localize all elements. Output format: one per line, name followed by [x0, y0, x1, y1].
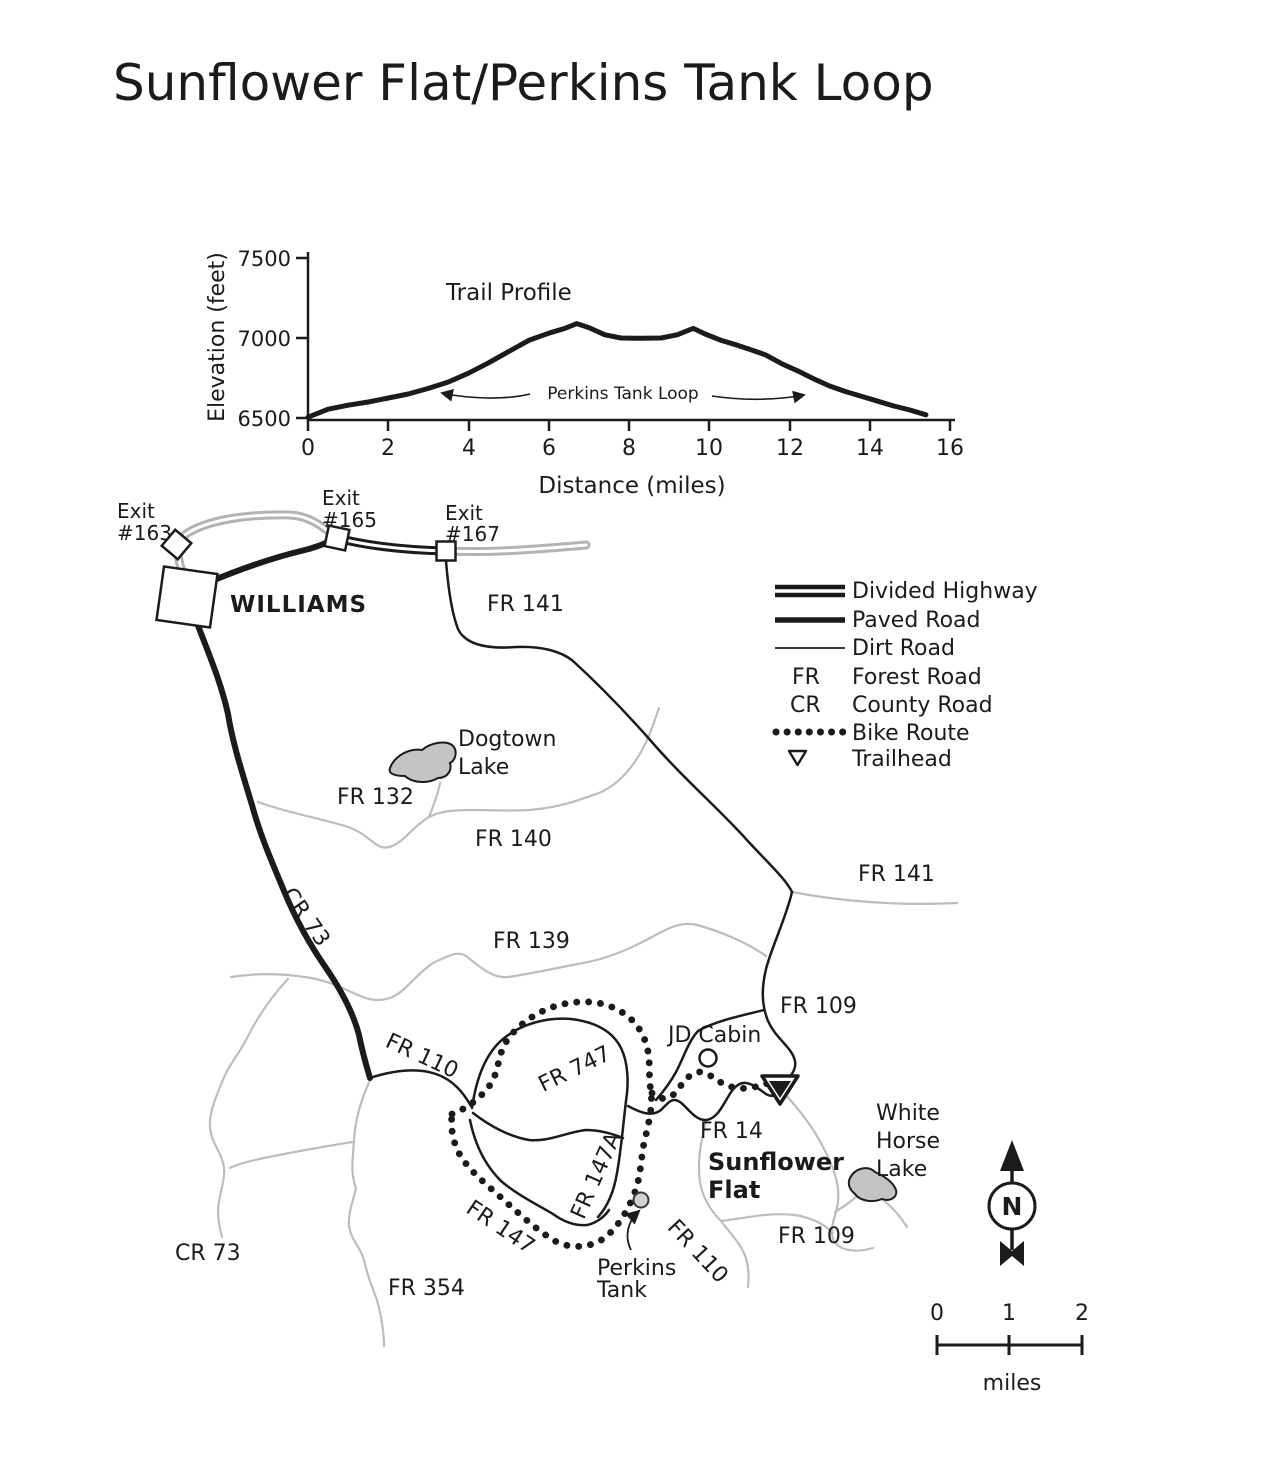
fr139-label: FR 139 — [493, 929, 570, 954]
scale-unit-label: miles — [982, 1371, 1042, 1396]
exit-163-label-line1: Exit — [117, 499, 155, 523]
cr73-paved-road — [197, 623, 370, 1078]
x-tick-label-14: 14 — [856, 436, 884, 461]
white-horse-lake-se-road — [879, 1197, 907, 1227]
scale-label-1: 1 — [1002, 1301, 1016, 1326]
jd-cabin-label: JD Cabin — [668, 1023, 762, 1048]
x-tick-label-6: 6 — [542, 436, 556, 461]
williams-access-road — [207, 539, 335, 583]
exit-167-label-line2: #167 — [445, 522, 500, 546]
y-tick-label-7000: 7000 — [237, 327, 291, 351]
cr73-south-road — [210, 979, 288, 1237]
scale-bar — [930, 1301, 1089, 1396]
sunflower-flat-label-line2: Flat — [708, 1176, 761, 1204]
forest-road-symbol: FR — [792, 665, 820, 690]
white-horse-lake-label-line1: White — [876, 1101, 940, 1126]
chart-title: Trail Profile — [446, 280, 572, 306]
x-tick-label-4: 4 — [462, 436, 476, 461]
map-labels — [117, 486, 940, 1303]
fr141-north-label: FR 141 — [487, 592, 564, 617]
perkins-tank-label-line2: Tank — [597, 1278, 647, 1303]
fr140-label: FR 140 — [475, 827, 552, 852]
profile-annotation: Perkins Tank Loop — [547, 384, 699, 404]
legend-label-county-road: County Road — [852, 693, 993, 718]
trailhead-symbol — [789, 751, 806, 765]
y-tick-label-7500: 7500 — [237, 247, 291, 271]
legend-label-forest-road: Forest Road — [852, 665, 982, 690]
dogtown-outlet-road — [429, 783, 440, 817]
county-road-symbol: CR — [790, 693, 821, 718]
exit-165-label-line1: Exit — [322, 486, 360, 510]
legend — [775, 579, 1038, 772]
dogtown-lake-shape — [390, 743, 456, 782]
dogtown-lake-label-line1: Dogtown — [458, 727, 557, 752]
y-tick-label-6500: 6500 — [237, 407, 291, 431]
white-horse-lake-label-line2: Horse — [876, 1129, 941, 1154]
divided-highway-symbol — [775, 587, 845, 595]
scale-label-2: 2 — [1075, 1301, 1089, 1326]
trail-profile-chart — [205, 247, 964, 499]
x-tick-label-8: 8 — [622, 436, 636, 461]
legend-label-trailhead: Trailhead — [852, 747, 952, 772]
perkins-tank-marker — [634, 1193, 649, 1208]
trailhead-marker — [762, 1076, 798, 1104]
scale-label-0: 0 — [930, 1301, 944, 1326]
legend-label-dirt-road: Dirt Road — [852, 636, 955, 661]
fr110-west-label: FR 110 — [381, 1028, 462, 1085]
white-horse-lake-label-line3: Lake — [876, 1157, 928, 1182]
exit-165-label-line2: #165 — [322, 508, 377, 532]
fr109-north-road — [763, 892, 795, 1087]
fr141-east-label: FR 141 — [858, 862, 935, 887]
dogtown-lake-label-line2: Lake — [458, 755, 510, 780]
x-tick-label-16: 16 — [936, 436, 964, 461]
y-axis-label: Elevation (feet) — [205, 252, 230, 422]
x-axis-label: Distance (miles) — [538, 473, 726, 499]
exit-167-label-line1: Exit — [445, 501, 483, 525]
perkins-tank-pointer-arrow — [628, 1211, 639, 1250]
legend-label-divided-highway: Divided Highway — [852, 579, 1038, 604]
fr132-label: FR 132 — [337, 785, 414, 810]
fr147-label: FR 147 — [461, 1195, 540, 1260]
x-tick-label-0: 0 — [301, 436, 315, 461]
north-arrow-label: N — [1001, 1192, 1023, 1221]
fr14-label: FR 14 — [700, 1119, 763, 1144]
fr354-label: FR 354 — [388, 1276, 465, 1301]
fr110-west-road — [370, 1070, 471, 1106]
perkins-tank-label-line1: Perkins — [597, 1256, 677, 1281]
legend-label-paved-road: Paved Road — [852, 608, 981, 633]
jd-cabin-marker — [700, 1050, 717, 1067]
annotation-left-arrow — [442, 393, 530, 398]
cr73-paved-label: CR 73 — [276, 883, 335, 952]
x-tick-label-2: 2 — [381, 436, 395, 461]
williams-label: WILLIAMS — [230, 592, 368, 618]
fr109-north-label: FR 109 — [780, 994, 857, 1019]
x-tick-label-10: 10 — [695, 436, 723, 461]
annotation-right-arrow — [712, 395, 804, 399]
williams-town-marker — [157, 567, 218, 628]
north-arrow — [989, 1140, 1035, 1266]
bike-route-trailhead-spur — [652, 1072, 779, 1099]
sunflower-flat-label-line1: Sunflower — [708, 1148, 845, 1176]
fr141-east-road — [792, 892, 957, 904]
north-arrow-head — [1000, 1140, 1024, 1171]
fr354-road — [349, 1080, 384, 1346]
fr147a-label: FR 147A — [566, 1128, 627, 1223]
fr110-east-label: FR 110 — [661, 1214, 733, 1289]
legend-label-bike-route: Bike Route — [852, 721, 970, 746]
page-title: Sunflower Flat/Perkins Tank Loop — [113, 54, 934, 112]
cr73-south-label: CR 73 — [175, 1241, 241, 1266]
exit-163-label-line2: #163 — [117, 521, 172, 545]
x-tick-label-12: 12 — [776, 436, 804, 461]
fr109-south-label: FR 109 — [778, 1224, 855, 1249]
fr354-west-branch-road — [230, 1142, 352, 1168]
fr747-label: FR 747 — [534, 1041, 615, 1098]
